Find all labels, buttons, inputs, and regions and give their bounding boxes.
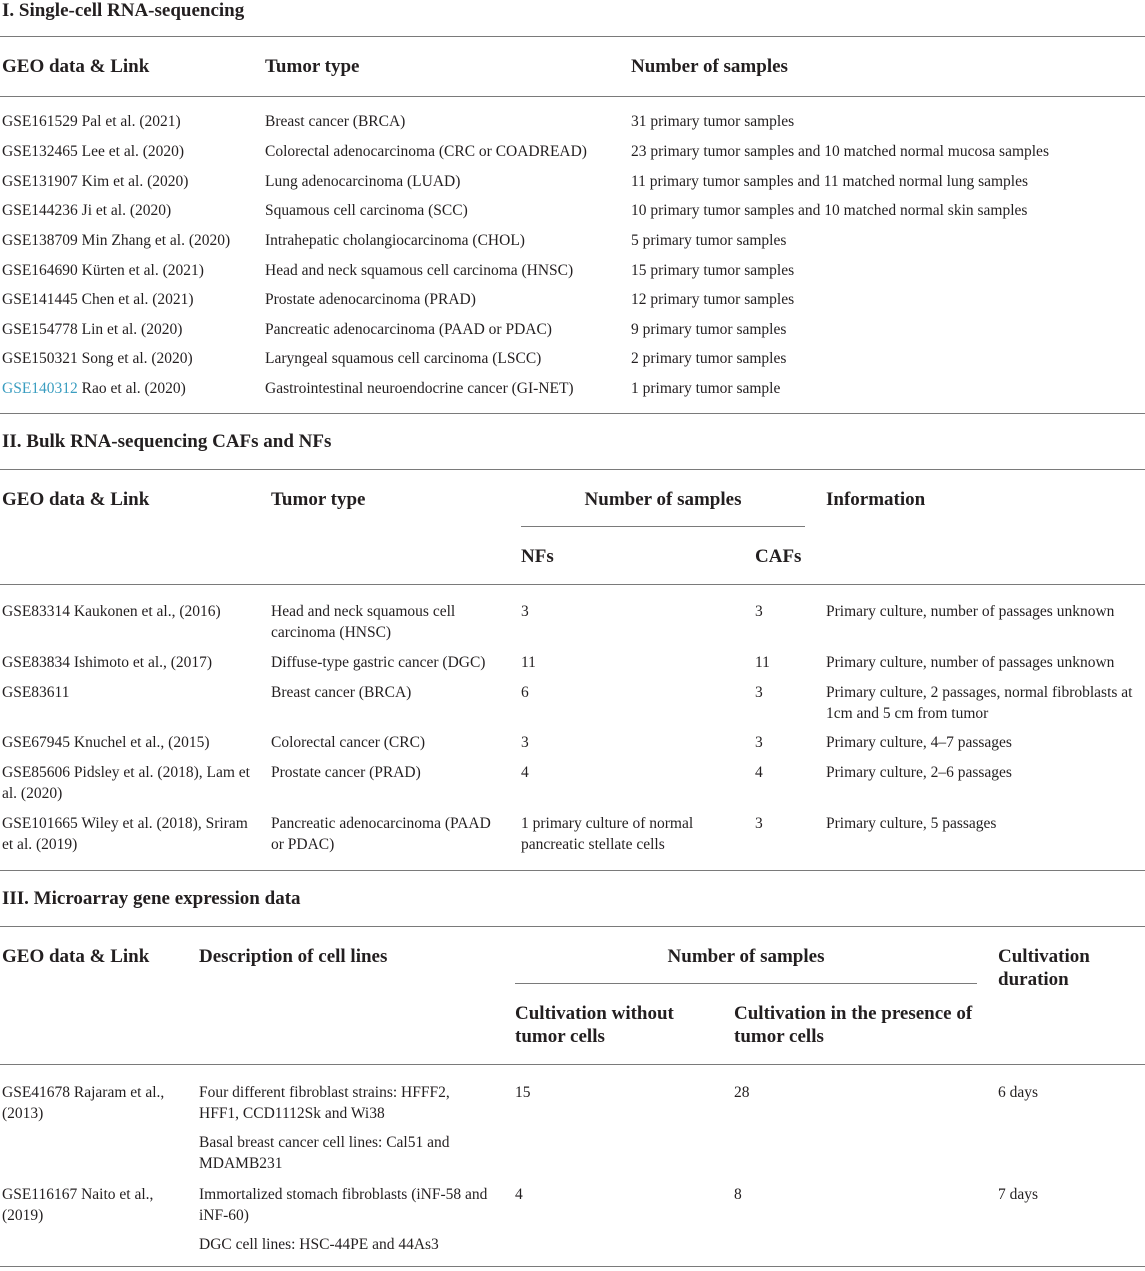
header-with-tumor-cells: Cultivation in the presence of tumor cells	[734, 1003, 973, 1047]
rule	[521, 526, 805, 527]
header-geo: GEO data & Link	[2, 946, 150, 967]
tumor-cell: Pancreatic adenocarcinoma (PAAD or PDAC)	[271, 815, 491, 853]
samples-cell: 15 primary tumor samples	[631, 262, 795, 279]
tumor-cell: Head and neck squamous cell carcinoma (HNSC)	[265, 262, 574, 279]
tumor-cell: Intrahepatic cholangiocarcinoma (CHOL)	[265, 232, 525, 249]
cafs-cell: 3	[755, 734, 763, 751]
nfs-cell: 1 primary culture of normal pancreatic stellate cells	[521, 815, 694, 853]
duration-cell: 6 days	[998, 1084, 1039, 1101]
header-information: Information	[826, 489, 926, 510]
tumor-cell: Squamous cell carcinoma (SCC)	[265, 202, 468, 219]
header-description: Description of cell lines	[199, 946, 388, 967]
header-number-of-samples: Number of samples	[631, 56, 788, 77]
tumor-cell: Gastrointestinal neuroendocrine cancer (GI-NET)	[265, 380, 574, 397]
description-cell: Basal breast cancer cell lines: Cal51 and MDAMB231	[199, 1134, 450, 1172]
header-geo: GEO data & Link	[2, 56, 150, 77]
geo-cell: GSE144236 Ji et al. (2020)	[2, 202, 172, 219]
geo-cell: GSE41678 Rajaram et al., (2013)	[2, 1084, 165, 1122]
info-cell: Primary culture, number of passages unknown	[826, 654, 1115, 671]
nfs-cell: 6	[521, 684, 529, 701]
geo-cell: GSE83314 Kaukonen et al., (2016)	[2, 603, 221, 620]
cafs-cell: 4	[755, 764, 763, 781]
header-cultivation-duration: Cultivation duration	[998, 946, 1090, 990]
description-cell: Four different fibroblast strains: HFFF2, HFF1, CCD1112Sk and Wi38	[199, 1084, 450, 1122]
with-cell: 28	[734, 1084, 750, 1101]
samples-cell: 23 primary tumor samples and 10 matched normal mucosa samples	[631, 143, 1049, 160]
samples-cell: 31 primary tumor samples	[631, 113, 795, 130]
geo-cell: GSE116167 Naito et al., (2019)	[2, 1186, 154, 1224]
header-without-tumor-cells: Cultivation without tumor cells	[515, 1003, 674, 1047]
samples-cell: 12 primary tumor samples	[631, 291, 795, 308]
cafs-cell: 11	[755, 654, 770, 671]
header-number-of-samples: Number of samples	[667, 946, 825, 967]
without-cell: 4	[515, 1186, 523, 1203]
geo-cell: GSE67945 Knuchel et al., (2015)	[2, 734, 210, 751]
geo-cell: GSE101665 Wiley et al. (2018), Sriram et al. (2019)	[2, 815, 248, 853]
geo-cell: GSE154778 Lin et al. (2020)	[2, 321, 183, 338]
description-cell: DGC cell lines: HSC-44PE and 44As3	[199, 1236, 439, 1253]
tumor-cell: Prostate adenocarcinoma (PRAD)	[265, 291, 476, 308]
header-tumor-type: Tumor type	[265, 56, 360, 77]
geo-cell: GSE161529 Pal et al. (2021)	[2, 113, 181, 130]
section3-title: III. Microarray gene expression data	[2, 888, 301, 909]
geo-cell: GSE85606 Pidsley et al. (2018), Lam et al. (2020)	[2, 764, 250, 802]
tumor-cell: Prostate cancer (PRAD)	[271, 764, 421, 781]
description-cell: Immortalized stomach fibroblasts (iNF-58 and iNF-60)	[199, 1186, 488, 1224]
nfs-cell: 3	[521, 734, 529, 751]
info-cell: Primary culture, 2–6 passages	[826, 764, 1012, 781]
cafs-cell: 3	[755, 815, 763, 832]
rule	[0, 584, 1145, 585]
header-nfs: NFs	[521, 546, 554, 567]
info-cell: Primary culture, number of passages unknown	[826, 603, 1115, 620]
geo-cell: GSE83834 Ishimoto et al., (2017)	[2, 654, 213, 671]
rule	[0, 36, 1145, 37]
tumor-cell: Pancreatic adenocarcinoma (PAAD or PDAC)	[265, 321, 552, 338]
section2-title: II. Bulk RNA-sequencing CAFs and NFs	[2, 431, 332, 452]
geo-link[interactable]: GSE140312	[2, 380, 78, 397]
header-cafs: CAFs	[755, 546, 802, 567]
with-cell: 8	[734, 1186, 742, 1203]
samples-cell: 2 primary tumor samples	[631, 350, 787, 367]
tumor-cell: Breast cancer (BRCA)	[265, 113, 406, 130]
samples-cell: 9 primary tumor samples	[631, 321, 787, 338]
rule	[0, 926, 1145, 927]
tumor-cell: Breast cancer (BRCA)	[271, 684, 412, 701]
tumor-cell: Head and neck squamous cell carcinoma (HNSC)	[271, 603, 456, 641]
info-cell: Primary culture, 2 passages, normal fibroblasts at 1cm and 5 cm from tumor	[826, 684, 1133, 722]
tumor-cell: Diffuse-type gastric cancer (DGC)	[271, 654, 486, 671]
without-cell: 15	[515, 1084, 531, 1101]
header-tumor-type: Tumor type	[271, 489, 366, 510]
section1-title: I. Single-cell RNA-sequencing	[2, 0, 245, 21]
header-number-of-samples: Number of samples	[584, 489, 742, 510]
info-cell: Primary culture, 5 passages	[826, 815, 997, 832]
geo-cell: GSE164690 Kürten et al. (2021)	[2, 262, 204, 279]
tumor-cell: Lung adenocarcinoma (LUAD)	[265, 173, 461, 190]
geo-cell: GSE150321 Song et al. (2020)	[2, 350, 193, 367]
duration-cell: 7 days	[998, 1186, 1039, 1203]
info-cell: Primary culture, 4–7 passages	[826, 734, 1012, 751]
geo-cell: GSE132465 Lee et al. (2020)	[2, 143, 185, 160]
nfs-cell: 3	[521, 603, 529, 620]
samples-cell: 5 primary tumor samples	[631, 232, 787, 249]
samples-cell: 10 primary tumor samples and 10 matched normal skin samples	[631, 202, 1028, 219]
geo-cell	[2, 378, 186, 399]
samples-cell: 1 primary tumor sample	[631, 380, 781, 397]
tumor-cell: Laryngeal squamous cell carcinoma (LSCC)	[265, 350, 542, 367]
nfs-cell: 4	[521, 764, 529, 781]
rule	[0, 1266, 1145, 1267]
geo-cell: GSE141445 Chen et al. (2021)	[2, 291, 194, 308]
rule	[0, 413, 1145, 414]
geo-citation: Rao et al. (2020)	[77, 380, 186, 397]
cafs-cell: 3	[755, 684, 763, 701]
geo-cell: GSE83611	[2, 684, 70, 701]
samples-cell: 11 primary tumor samples and 11 matched normal lung samples	[631, 173, 1029, 190]
header-geo: GEO data & Link	[2, 489, 150, 510]
rule	[0, 469, 1145, 470]
geo-cell: GSE138709 Min Zhang et al. (2020)	[2, 232, 231, 249]
cafs-cell: 3	[755, 603, 763, 620]
rule	[515, 983, 977, 984]
geo-cell: GSE131907 Kim et al. (2020)	[2, 173, 189, 190]
nfs-cell: 11	[521, 654, 536, 671]
rule	[0, 870, 1145, 871]
tumor-cell: Colorectal adenocarcinoma (CRC or COADREAD)	[265, 143, 587, 160]
rule	[0, 96, 1145, 97]
tumor-cell: Colorectal cancer (CRC)	[271, 734, 426, 751]
rule	[0, 1064, 1145, 1065]
